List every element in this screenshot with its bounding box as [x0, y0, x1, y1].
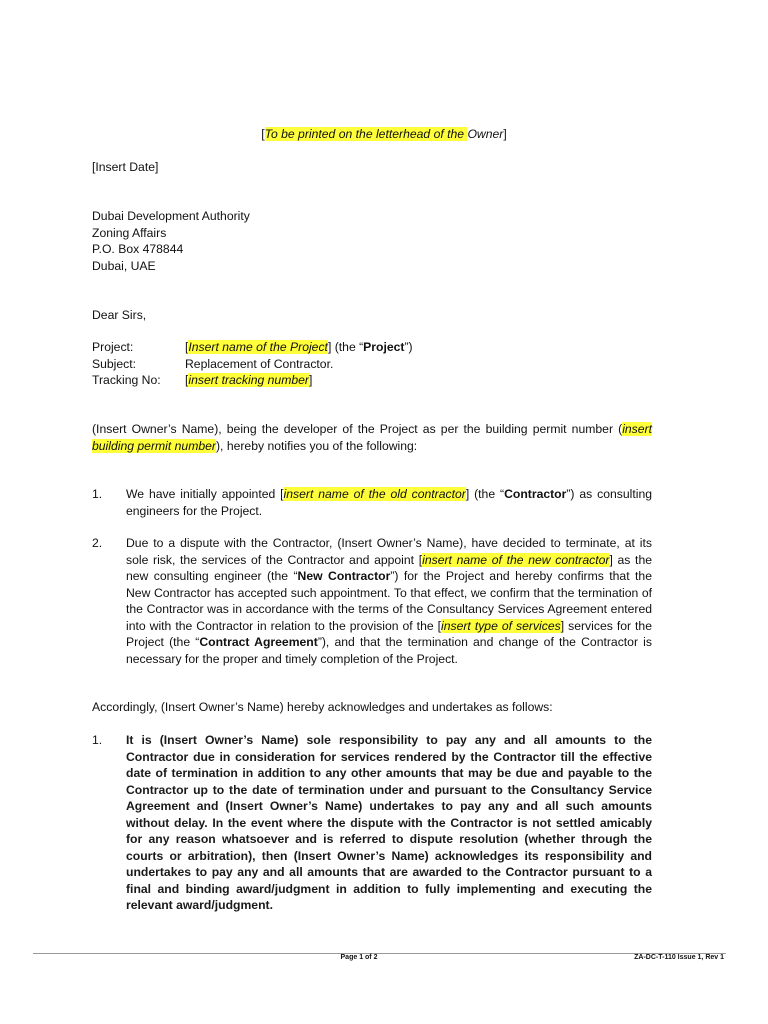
intro-lead: (Insert Owner’s Name), being the developer of the Project as per the building permit number ( — [92, 422, 623, 436]
text-run: ] as the new consulting engineer (the “ — [126, 552, 653, 583]
text-run: ”), and that the termination and change of the Contractor is necessary for the proper and timely completion of the Project. — [126, 635, 652, 666]
contractor-defined-term: Contractor — [504, 487, 567, 501]
letterhead-note — [0, 126, 768, 143]
tracking-placeholder: insert tracking number — [188, 373, 309, 387]
list-item — [92, 535, 652, 667]
tracking-value — [185, 372, 312, 389]
project-defined-term: Project — [363, 340, 405, 354]
letterhead-note-highlight: To be printed on the letterhead of the — [264, 127, 468, 141]
accordingly-paragraph: Accordingly, (Insert Owner’s Name) hereby acknowledges and undertakes as follows: — [92, 700, 553, 714]
project-label: Project: — [92, 340, 134, 354]
list-number: 2. — [92, 536, 103, 550]
new-contractor-defined-term: New Contractor — [297, 569, 391, 583]
list-number: 1. — [92, 733, 103, 747]
list-item-text: It is (Insert Owner’s Name) sole responsibility to pay any and all amounts to the Contractor due in consideration for services rendered by the Contractor till the effective date of termination in addition to any other amounts that may be due and payable to the Contractor up to the date of termination under and pursuant to the Consultancy Service Agreement and (Insert Owner’s Name) undertakes to pay any and all such amounts without delay. In the event where the dispute with the Contractor is not settled amicably for any reason whatsoever and is referred to dispute resolution (whether through the courts or arbitration), then (Insert Owner’s Name) acknowledges its responsibility and undertakes to pay any and all amounts that are awarded to the Contractor pursuant to a final and binding award/judgment in addition to fully implementing and executing the relevant award/judgment. — [126, 733, 652, 912]
page-number: Page 1 of 2 — [340, 954, 378, 961]
insert-date: [Insert Date] — [92, 160, 159, 174]
text-run: ”) for the Project and hereby confirms that the New Contractor has accepted such appointment. To that effect, we confirm that the termination of the Contractor was in accordance with the terms of the Consultancy Services Agreement entered into with the Contractor in relation to the provision of the [ — [126, 569, 652, 633]
list-item-text — [126, 535, 652, 667]
subject-label: Subject: — [92, 356, 137, 371]
project-row — [92, 339, 413, 356]
recipient-address — [92, 208, 250, 274]
project-definition-close: ”) — [404, 340, 413, 354]
tracking-label: Tracking No: — [92, 373, 161, 387]
services-type-placeholder: insert type of services — [441, 618, 561, 633]
subject-row — [92, 356, 413, 373]
project-placeholder: Insert name of the Project — [188, 340, 328, 354]
text-run: ] (the “ — [465, 487, 505, 501]
bracket-open: [ — [185, 340, 189, 354]
list-item-text — [126, 486, 652, 519]
text-run: ”) as consulting engineers for the Project. — [126, 487, 653, 518]
address-line: Dubai Development Authority — [92, 209, 250, 223]
intro-paragraph — [92, 421, 652, 454]
bracket-close: ] — [503, 127, 507, 141]
bracket-open: [ — [261, 127, 265, 141]
subject-value: Replacement of Contractor. — [185, 356, 334, 371]
tracking-row — [92, 372, 413, 389]
contract-agreement-defined-term: Contract Agreement — [199, 635, 318, 649]
old-contractor-placeholder: insert name of the old contractor — [283, 487, 466, 501]
salutation: Dear Sirs, — [92, 308, 147, 322]
letterhead-note-owner: Owner — [467, 127, 504, 141]
project-value — [185, 339, 413, 356]
letter-meta — [92, 339, 413, 389]
list-item — [92, 732, 652, 914]
permit-number-placeholder: insert building permit number — [92, 422, 652, 453]
document-reference: ZA-DC-T-110 Issue 1, Rev 1 — [634, 954, 724, 961]
new-contractor-placeholder: insert name of the new contractor — [422, 552, 610, 567]
address-line: Zoning Affairs — [92, 225, 167, 240]
list-item — [92, 486, 652, 519]
text-run: We have initially appointed [ — [126, 487, 284, 501]
text-run: ] services for the Project (the “ — [126, 618, 652, 649]
address-line: Dubai, UAE — [92, 258, 156, 273]
list-number: 1. — [92, 487, 103, 501]
address-line: P.O. Box 478844 — [92, 242, 184, 256]
intro-tail: ), hereby notifies you of the following: — [215, 438, 418, 453]
bracket-open: [ — [185, 373, 189, 387]
text-run: Due to a dispute with the Contractor, (Insert Owner’s Name), have decided to terminate, at its sole risk, the services of the Contractor and appoint [ — [126, 536, 652, 567]
project-definition-open: ] (the “ — [327, 340, 364, 354]
bracket-close: ] — [308, 373, 313, 387]
